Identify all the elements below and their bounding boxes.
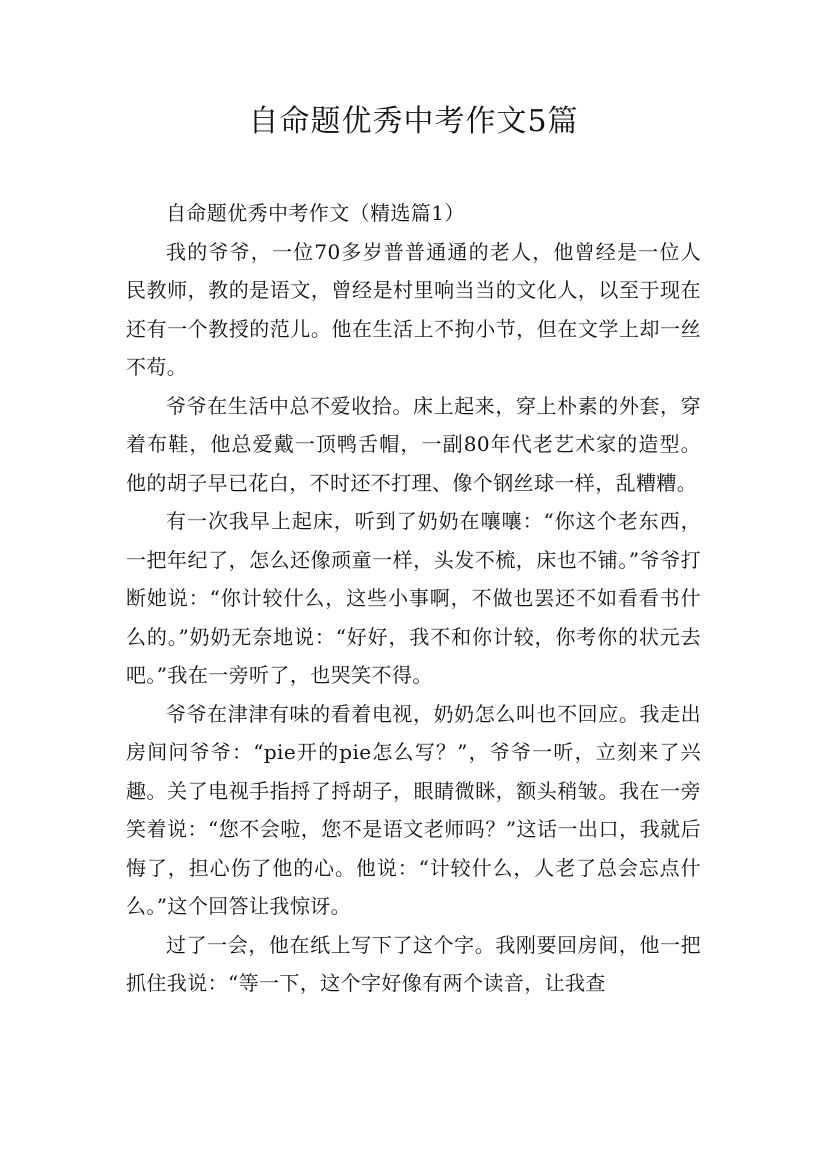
- section-heading: 自命题优秀中考作文（精选篇1）: [166, 201, 465, 225]
- paragraph-4: 爷爷在津津有味的看着电视，奶奶怎么叫也不回应。我走出房间问爷爷：“pie开的pie怎么写？”，爷爷一听，立刻来了兴趣。关了电视手指捋了捋胡子，眼睛微眯，额头稍皱。我在一旁笑着说：“您不会啦，您不是语文老师吗？”这话一出口，我就后悔了，担心伤了他的心。他说：“计较什么，人老了总会忘点什么。”这个回答让我惊讶。: [126, 701, 701, 918]
- paragraph-3: 有一次我早上起床，听到了奶奶在嚷嚷：“你这个老东西，一把年纪了，怎么还像顽童一样，头发不梳，床也不铺。”爷爷打断她说：“你计较什么，这些小事啊，不做也罢还不如看看书什么的。”奶奶无奈地说：“好好，我不和你计较，你考你的状元去吧。”我在一旁听了，也哭笑不得。: [126, 509, 701, 687]
- document-title: 自命题优秀中考作文5篇: [248, 104, 579, 139]
- paragraph-2: 爷爷在生活中总不爱收拾。床上起来，穿上朴素的外套，穿着布鞋，他总爱戴一顶鸭舌帽，一副80年代老艺术家的造型。他的胡子早已花白，不时还不打理、像个钢丝球一样，乱糟糟。: [126, 393, 701, 495]
- paragraph-5: 过了一会，他在纸上写下了这个字。我刚要回房间，他一把抓住我说：“等一下，这个字好像有两个读音，让我查: [126, 932, 701, 995]
- document-body: [126, 194, 701, 1003]
- paragraph-1: 我的爷爷，一位70多岁普普通通的老人，他曾经是一位人民教师，教的是语文，曾经是村里响当当的文化人，以至于现在还有一个教授的范儿。他在生活上不拘小节，但在文学上却一丝不苟。: [126, 239, 701, 379]
